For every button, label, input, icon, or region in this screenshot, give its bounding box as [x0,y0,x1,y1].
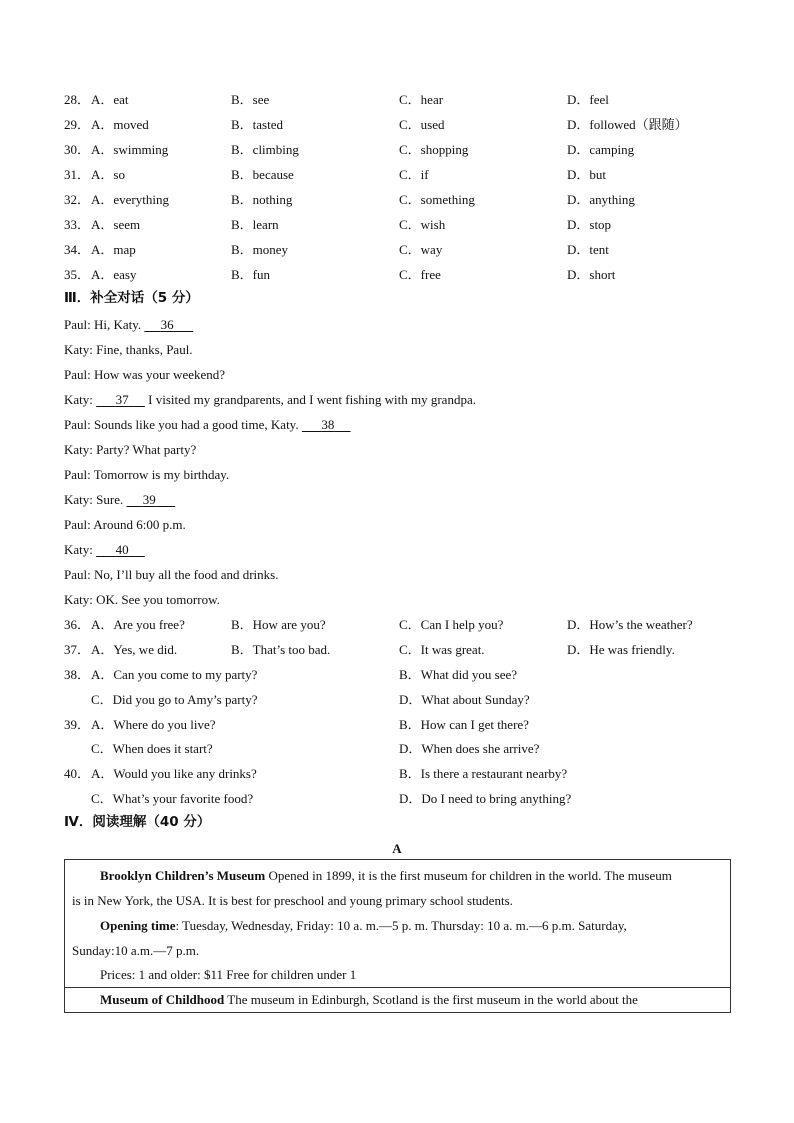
option-a: A．everything [91,192,169,207]
dialogue-text: OK. See you tomorrow. [96,592,220,607]
question-number: 36． [64,617,91,632]
option-d: D．camping [567,142,635,157]
option-d: D．but [567,167,607,182]
dialogue-line [64,543,145,556]
option-b: B．How are you? [231,617,326,632]
option-d: D．He was friendly. [567,642,675,657]
question-row [0,742,794,760]
museum-name: Museum of Childhood [100,992,225,1007]
option-d: D．When does she arrive? [399,741,540,756]
option-a: A．Can you come to my party? [91,667,258,682]
museum-name: Brooklyn Children’s Museum [100,868,266,883]
speaker: Paul: [64,417,91,432]
option-a: A．swimming [91,142,169,157]
question-row [0,693,794,711]
speaker: Katy: [64,492,93,507]
option-a: A．Are you free? [91,617,185,632]
option-a: A．Where do you live? [91,717,216,732]
dialogue-line [64,368,225,381]
prices: Prices: 1 and older: $11 Free for children under 1 [100,967,357,982]
option-b: B．see [231,92,270,107]
dialogue-line [64,343,193,356]
option-b: B．climbing [231,142,299,157]
question-number: 37． [64,642,91,657]
question-number: 31． [64,167,91,182]
question-number: 39． [64,717,91,732]
question-row [0,668,794,686]
option-c: C．free [399,267,441,282]
question-row [0,643,794,661]
option-c: C．used [399,117,445,132]
dialogue-text: Tomorrow is my birthday. [93,467,230,482]
dialogue-line [64,593,220,606]
option-d: D．What about Sunday? [399,692,530,707]
dialogue-text: Sure. [96,492,124,507]
answer-blank: 40 [115,542,129,557]
opening-text-cont: Sunday:10 a.m.—7 p.m. [72,943,200,958]
dialogue-line [64,493,175,506]
dialogue-line [64,468,229,481]
dialogue-text: How was your weekend? [93,367,226,382]
option-row [0,93,794,111]
option-b: B．nothing [231,192,293,207]
museum-text: Opened in 1899, it is the first museum for children in the world. The museum [268,868,672,883]
museum-text: The museum in Edinburgh, Scotland is the first museum in the world about the [227,992,638,1007]
option-row [0,118,794,136]
option-c: C．When does it start? [91,741,213,756]
speaker: Katy: [64,392,93,407]
option-c: C．It was great. [399,642,485,657]
dialogue-text: I visited my grandparents, and I went fishing with my grandpa. [148,392,476,407]
question-number: 38． [64,667,91,682]
question-number: 28． [64,92,91,107]
option-a: A．Yes, we did. [91,642,178,657]
dialogue-text: Party? What party? [96,442,197,457]
answer-blank: 36 [160,317,174,332]
dialogue-text: No, I’ll buy all the food and drinks. [93,567,279,582]
option-a: A．seem [91,217,141,232]
option-b: B．money [231,242,289,257]
speaker: Paul: [64,367,91,382]
option-d: D．Do I need to bring anything? [399,791,572,806]
question-number: 33． [64,217,91,232]
option-d: D．feel [567,92,609,107]
dialogue-line [64,518,186,531]
option-d: D．anything [567,192,635,207]
section-heading: Ⅳ．阅读理解（40 分） [64,814,211,830]
option-a: A．moved [91,117,149,132]
option-d: D．tent [567,242,609,257]
option-b: B．because [231,167,294,182]
option-a: A．easy [91,267,137,282]
speaker: Katy: [64,592,93,607]
museum-table [64,859,731,1013]
question-number: 40． [64,766,91,781]
museum-intro [100,993,638,1006]
dialogue-line [64,393,476,406]
question-number: 30． [64,142,91,157]
dialogue-text: Fine, thanks, Paul. [96,342,193,357]
speaker: Katy: [64,442,93,457]
option-c: C．way [399,242,443,257]
museum-text: is in New York, the USA. It is best for preschool and young primary school students. [72,893,513,908]
option-row [0,168,794,186]
question-number: 32． [64,192,91,207]
option-d: D．followed（跟随） [567,117,688,132]
question-number: 35． [64,267,91,282]
speaker: Paul: [64,567,91,582]
museum-intro [100,869,672,882]
opening-time [100,919,627,932]
option-c: C．wish [399,217,446,232]
dialogue-text: Sounds like you had a good time, Katy. [93,417,299,432]
option-b: B．How can I get there? [399,717,529,732]
option-a: A．eat [91,92,129,107]
option-a: A．so [91,167,125,182]
option-b: B．fun [231,267,271,282]
speaker: Katy: [64,542,93,557]
passage-label: A [392,841,402,856]
question-row [0,792,794,810]
section-heading: Ⅲ．补全对话（5 分） [64,290,199,306]
question-row [0,718,794,736]
option-b: B．tasted [231,117,283,132]
opening-label: Opening time [100,918,176,933]
option-row [0,193,794,211]
question-number: 34． [64,242,91,257]
option-b: B．learn [231,217,279,232]
dialogue-text: Around 6:00 p.m. [93,517,186,532]
option-d: D．short [567,267,616,282]
row-divider [65,987,730,988]
option-d: D．stop [567,217,612,232]
option-c: C．What’s your favorite food? [91,791,254,806]
option-a: A．map [91,242,136,257]
question-row [0,618,794,636]
option-b: B．That’s too bad. [231,642,331,657]
dialogue-line [64,318,193,331]
option-row [0,243,794,261]
dialogue-line [64,568,278,581]
answer-blank: 37 [115,392,129,407]
speaker: Katy: [64,342,93,357]
option-c: C．Did you go to Amy’s party? [91,692,258,707]
dialogue-line [64,418,351,431]
option-c: C．Can I help you? [399,617,504,632]
question-row [0,767,794,785]
option-c: C．if [399,167,429,182]
answer-blank: 38 [321,417,335,432]
option-row [0,218,794,236]
option-b: B．What did you see? [399,667,518,682]
dialogue-line [64,443,196,456]
speaker: Paul: [64,317,91,332]
option-row [0,268,794,286]
option-a: A．Would you like any drinks? [91,766,257,781]
opening-text: : Tuesday, Wednesday, Friday: 10 a. m.—5 p. m. Thursday: 10 a. m.—6 p.m. Saturday, [175,918,627,933]
speaker: Paul: [64,517,91,532]
question-number: 29． [64,117,91,132]
option-d: D．How’s the weather? [567,617,693,632]
dialogue-text: Hi, Katy. [93,317,142,332]
option-c: C．hear [399,92,444,107]
answer-blank: 39 [142,492,156,507]
speaker: Paul: [64,467,91,482]
option-row [0,143,794,161]
option-c: C．something [399,192,475,207]
option-b: B．Is there a restaurant nearby? [399,766,568,781]
option-c: C．shopping [399,142,469,157]
